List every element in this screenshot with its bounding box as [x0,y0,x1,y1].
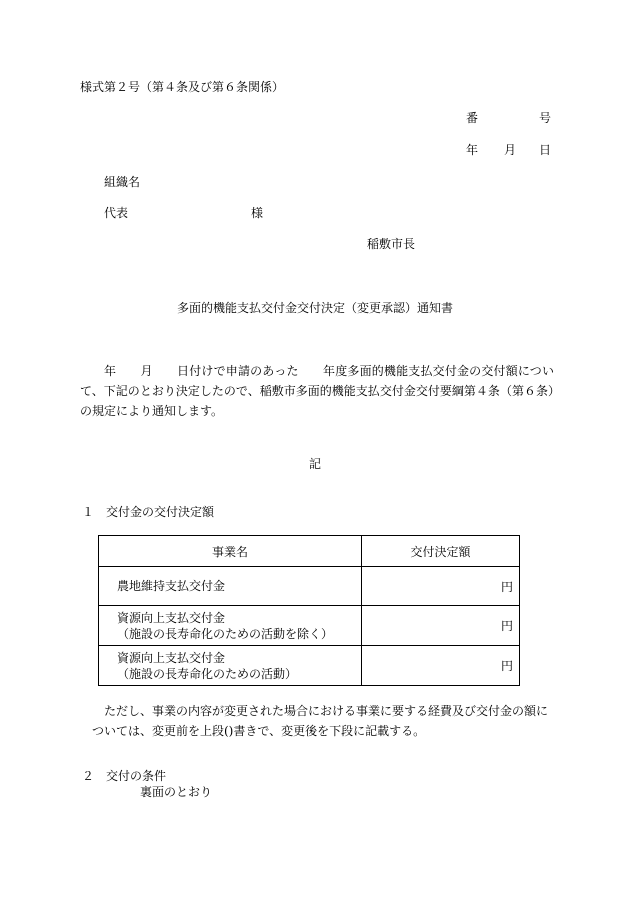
date-day-label: 日 [539,143,552,157]
note-line-1: ただし、事業の内容が変更された場合における事業に要する経費及び交付金の額に [104,704,549,718]
row-project-name: 農地維持支払交付金 [117,579,226,593]
row-project-name: 資源向上支払交付金 [117,610,226,625]
row-project-subname: （施設の長寿命化のための活動を除く） [117,626,334,641]
table-header-row [99,536,520,567]
org-name-label: 組織名 [104,175,141,189]
table-row [99,646,520,686]
table-row [99,606,520,646]
ki-heading: 記 [308,457,321,471]
form-number: 様式第２号（第４条及び第６条関係） [80,80,285,94]
section2-heading: ２ 交付の条件 [82,769,167,783]
section1-heading: １ 交付金の交付決定額 [82,505,215,519]
row-project-name: 資源向上支払交付金 [117,650,226,665]
honorific-sama: 様 [251,206,264,220]
row-amount-yen: 円 [362,646,520,686]
section2-content: 裏面のとおり [140,785,213,799]
header-project-name: 事業名 [99,536,362,567]
note-line-2: ついては、変更前を上段()書きで、変更後を下段に記載する。 [92,724,426,738]
grant-table [98,535,520,686]
document-title: 多面的機能支払交付金交付決定（変更承認）通知書 [176,301,453,315]
body-paragraph: 年 月 日付けで申請のあった 年度多面的機能支払交付金の交付額について、下記のとおり決定したので、稲敷市多面的機能支払交付金交付要綱第４条（第６条）の規定により通知します。 [80,364,554,418]
row-project-subname: （施設の長寿命化のための活動） [117,666,298,681]
issuer-name: 稲敷市長 [367,237,416,251]
row-amount-yen: 円 [362,606,520,646]
number-label-ban: 番 [466,111,479,125]
date-month-label: 月 [504,143,517,157]
representative-label: 代表 [104,206,129,220]
number-label-go: 号 [539,111,552,125]
header-decided-amount: 交付決定額 [362,536,520,567]
row-amount-yen: 円 [362,567,520,606]
table-row [99,567,520,606]
table-note [80,701,556,741]
date-year-label: 年 [466,143,479,157]
